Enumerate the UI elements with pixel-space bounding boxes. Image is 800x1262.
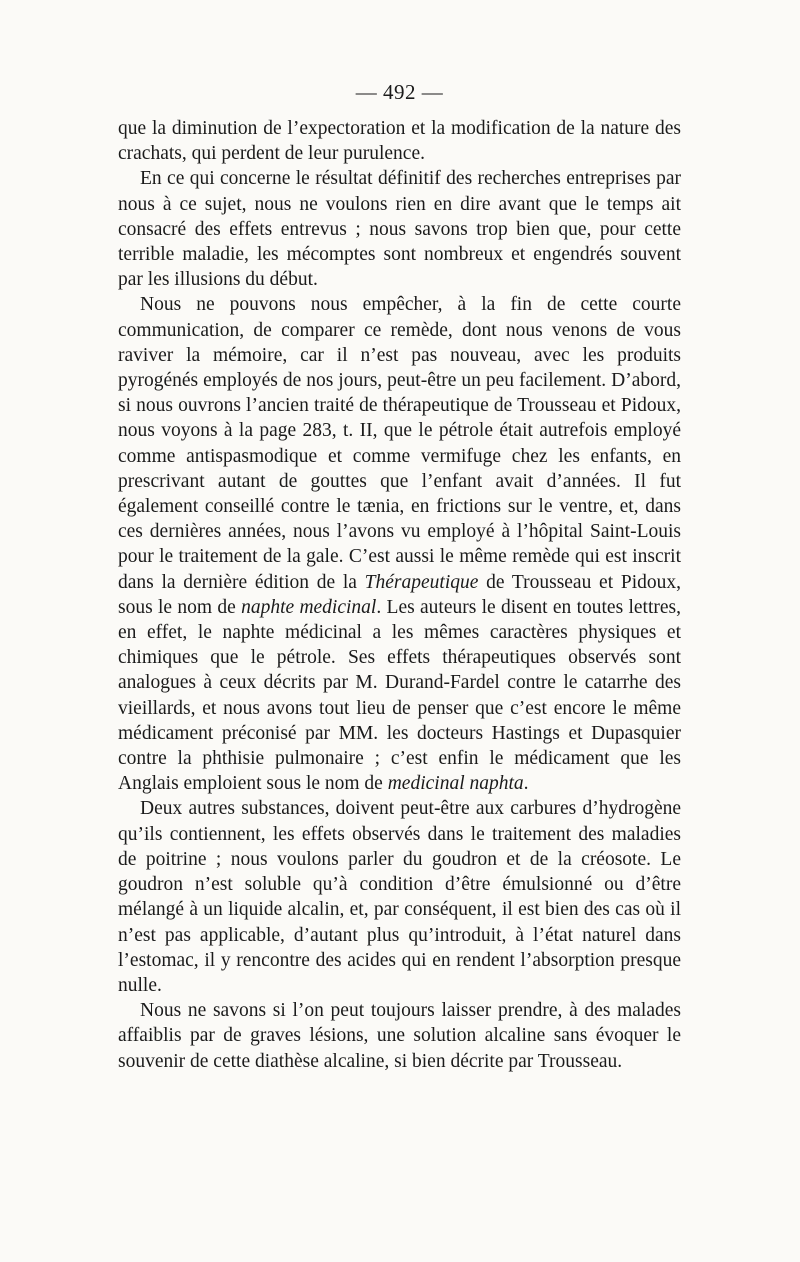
italic-term-naphte-medicinal: naphte medicinal — [241, 596, 377, 618]
italic-title-therapeutique: Thérapeutique — [364, 571, 479, 593]
paragraph-results: En ce qui concerne le résultat définitif des recherches entreprises par nous à ce sujet, nous ne voulons rien en dire avant que le temps ait consacré des effets entrevus ; nous savons trop bien que, pour cette terrible maladie, les mécomptes sont nombreux et engendrés souvent par les illusions du début. — [118, 168, 681, 291]
italic-term-medicinal-naphta: medicinal naphta — [387, 773, 524, 795]
paragraph-petrole-history — [118, 292, 681, 796]
paragraph-segment: Nous ne pouvons nous empêcher, à la fin de cette courte communication, de comparer ce remède, dont nous venons de vous raviver la mémoire, car il n’est pas nouveau, avec les produits pyrogénés employés de nos jours, peut-être un peu facilement. D’abord, si nous ouvrons l’ancien traité de thérapeutique de Trousseau et Pidoux, nous voyons à la page 283, t. II, que le pétrole était autrefois employé comme antispasmodique et comme vermifuge chez les enfants, en prescrivant autant de gouttes que l’enfant avait d’années. Il fut également conseillé contre le tænia, en frictions sur le ventre, et, dans ces dernières années, nous l’avons vu employé à l’hôpital Saint-Louis pour le traitement de la gale. C’est aussi le même remède qui est inscrit dans la dernière édition de la — [118, 294, 681, 593]
paragraph-goudron-creosote: Deux autres substances, doivent peut-être aux carbures d’hydrogène qu’ils contiennent, les effets observés dans le traitement des maladies de poitrine ; nous voulons parler du goudron et de la créosote. Le goudron n’est soluble qu’à condition d’être émulsionné ou d’être mélangé à un liquide alcalin, et, par conséquent, il est bien des cas où il n’est pas applicable, d’autant plus qu’introduit, à l’état naturel dans l’estomac, il y rencontre des acides qui en rendent l’absorption presque nulle. — [118, 798, 681, 996]
page-number: — 492 — — [355, 80, 444, 104]
paragraph-segment: . — [523, 773, 529, 795]
paragraph-segment: de Trousseau et Pidoux, sous le nom de — [118, 571, 681, 618]
document-page — [118, 80, 681, 1074]
paragraph-expectoration: que la diminution de l’expectoration et la modification de la nature des crachats, qui perdent de leur purulence. — [118, 118, 681, 165]
paragraph-alcaline-solution: Nous ne savons si l’on peut toujours laisser prendre, à des malades affaiblis par de graves lésions, une solution alcaline sans évoquer le souvenir de cette diathèse alcaline, si bien décrite par Trousseau. — [118, 1000, 681, 1072]
paragraph-segment: . Les auteurs le disent en toutes lettres, en effet, le naphte médicinal a les mêmes caractères physiques et chimiques que le pétrole. Ses effets thérapeutiques observés sont analogues à ceux décrits par M. Durand-Fardel contre le catarrhe des vieillards, et nous avons tout lieu de penser que c’est encore le même médicament préconisé par MM. les docteurs Hastings et Dupasquier contre la phthisie pulmonaire ; c’est enfin le médicament que les Anglais emploient sous le nom de — [118, 596, 682, 795]
